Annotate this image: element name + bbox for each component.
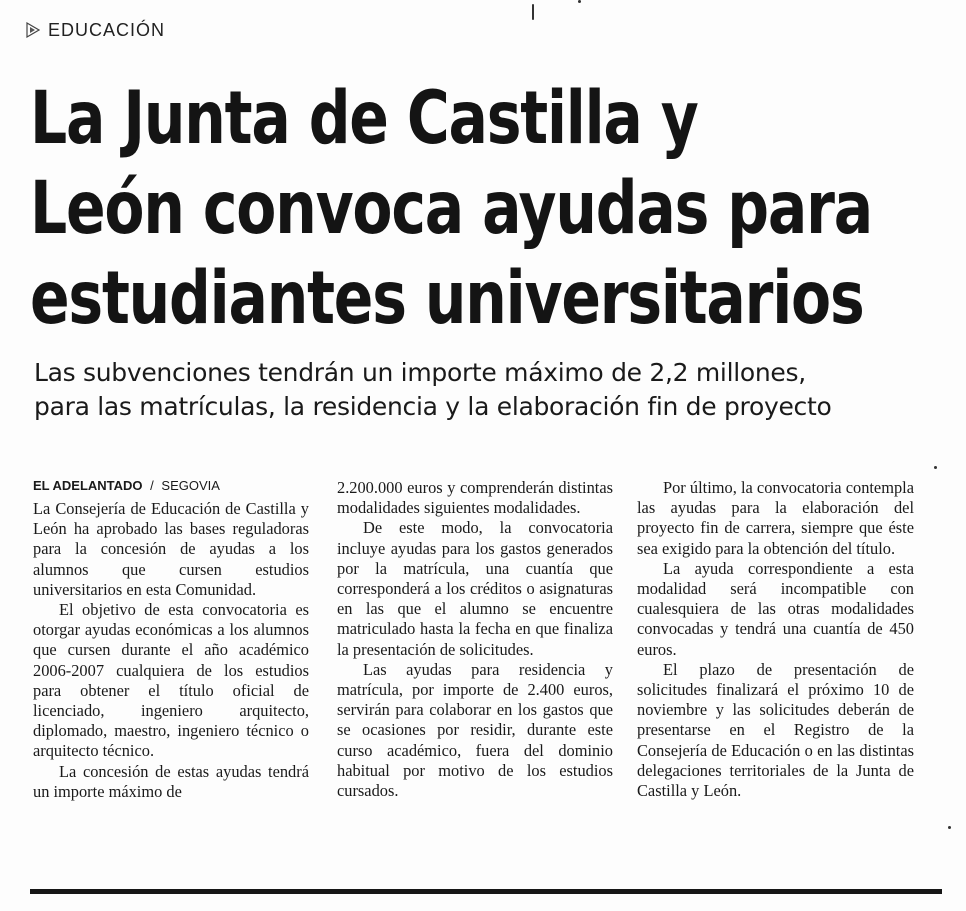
article-column-3 xyxy=(637,478,914,801)
paragraph: Las ayudas para residencia y matrícula, por importe de 2.400 euros, servirán para colaborar en los gastos que se ocasiones por residir, durante este curso académico, fuera del dominio habitual por motivo de los estudios cursados. xyxy=(337,659,613,801)
headline-line-2: León convoca ayudas para xyxy=(30,166,872,251)
paragraph: Por último, la convocatoria contempla las ayudas para la elaboración del proyecto fin de carrera, siempre que éste sea exigido para la obtención del título. xyxy=(637,478,914,558)
article-column-2 xyxy=(337,478,613,801)
scan-speck xyxy=(934,466,937,469)
subheadline xyxy=(34,356,934,424)
paragraph: De este modo, la convocatoria incluye ayudas para los gastos generados por la matrícula, una cuantía que corresponderá a los créditos o asignaturas en las que el alumno se encuentre matriculado hasta la fecha en que finaliza la presentación de solicitudes. xyxy=(337,518,613,659)
paragraph: La concesión de estas ayudas tendrá un importe máximo de xyxy=(33,761,309,801)
byline-source: EL ADELANTADO xyxy=(33,478,143,493)
paragraph: La ayuda correspondiente a esta modalidad será incompatible con cualesquiera de las otras modalidades convocadas y tendrá una cuantía de 450 euros. xyxy=(637,558,914,659)
subheadline-line-1: Las subvenciones tendrán un importe máximo de 2,2 millones, xyxy=(34,358,806,387)
headline-line-3: estudiantes universitarios xyxy=(30,256,864,341)
paragraph: 2.200.000 euros y comprenderán distintas modalidades siguientes modalidades. xyxy=(337,478,613,518)
article-column-1 xyxy=(33,499,309,802)
scan-speck xyxy=(532,4,534,20)
arrow-right-icon xyxy=(26,22,40,38)
byline-separator: / xyxy=(150,478,154,493)
byline-location: SEGOVIA xyxy=(161,478,220,493)
paragraph: El plazo de presentación de solicitudes finalizará el próximo 10 de noviembre y las solicitudes deberán de presentarse en el Registro de la Consejería de Educación o en las distintas delegaciones territoriales de la Junta de Castilla y León. xyxy=(637,659,914,801)
subheadline-line-2: para las matrículas, la residencia y la elaboración fin de proyecto xyxy=(34,392,832,421)
byline xyxy=(33,478,220,493)
section-label: EDUCACIÓN xyxy=(48,19,166,40)
bottom-rule xyxy=(30,889,942,894)
paragraph: La Consejería de Educación de Castilla y León ha aprobado las bases reguladoras para la concesión de ayudas a los alumnos que cursen estudios universitarios en esta Comunidad. xyxy=(33,499,309,599)
headline xyxy=(30,74,950,344)
scan-speck xyxy=(948,826,951,829)
scan-speck xyxy=(578,0,581,3)
headline-line-1: La Junta de Castilla y xyxy=(30,76,698,161)
section-tag xyxy=(26,18,165,42)
paragraph: El objetivo de esta convocatoria es otorgar ayudas económicas a los alumnos que cursen durante el año académico 2006-2007 cualquiera de los estudios para obtener el título oficial de licenciado, ingeniero arquitecto, diplomado, maestro, ingeniero técnico o arquitecto técnico. xyxy=(33,600,309,761)
